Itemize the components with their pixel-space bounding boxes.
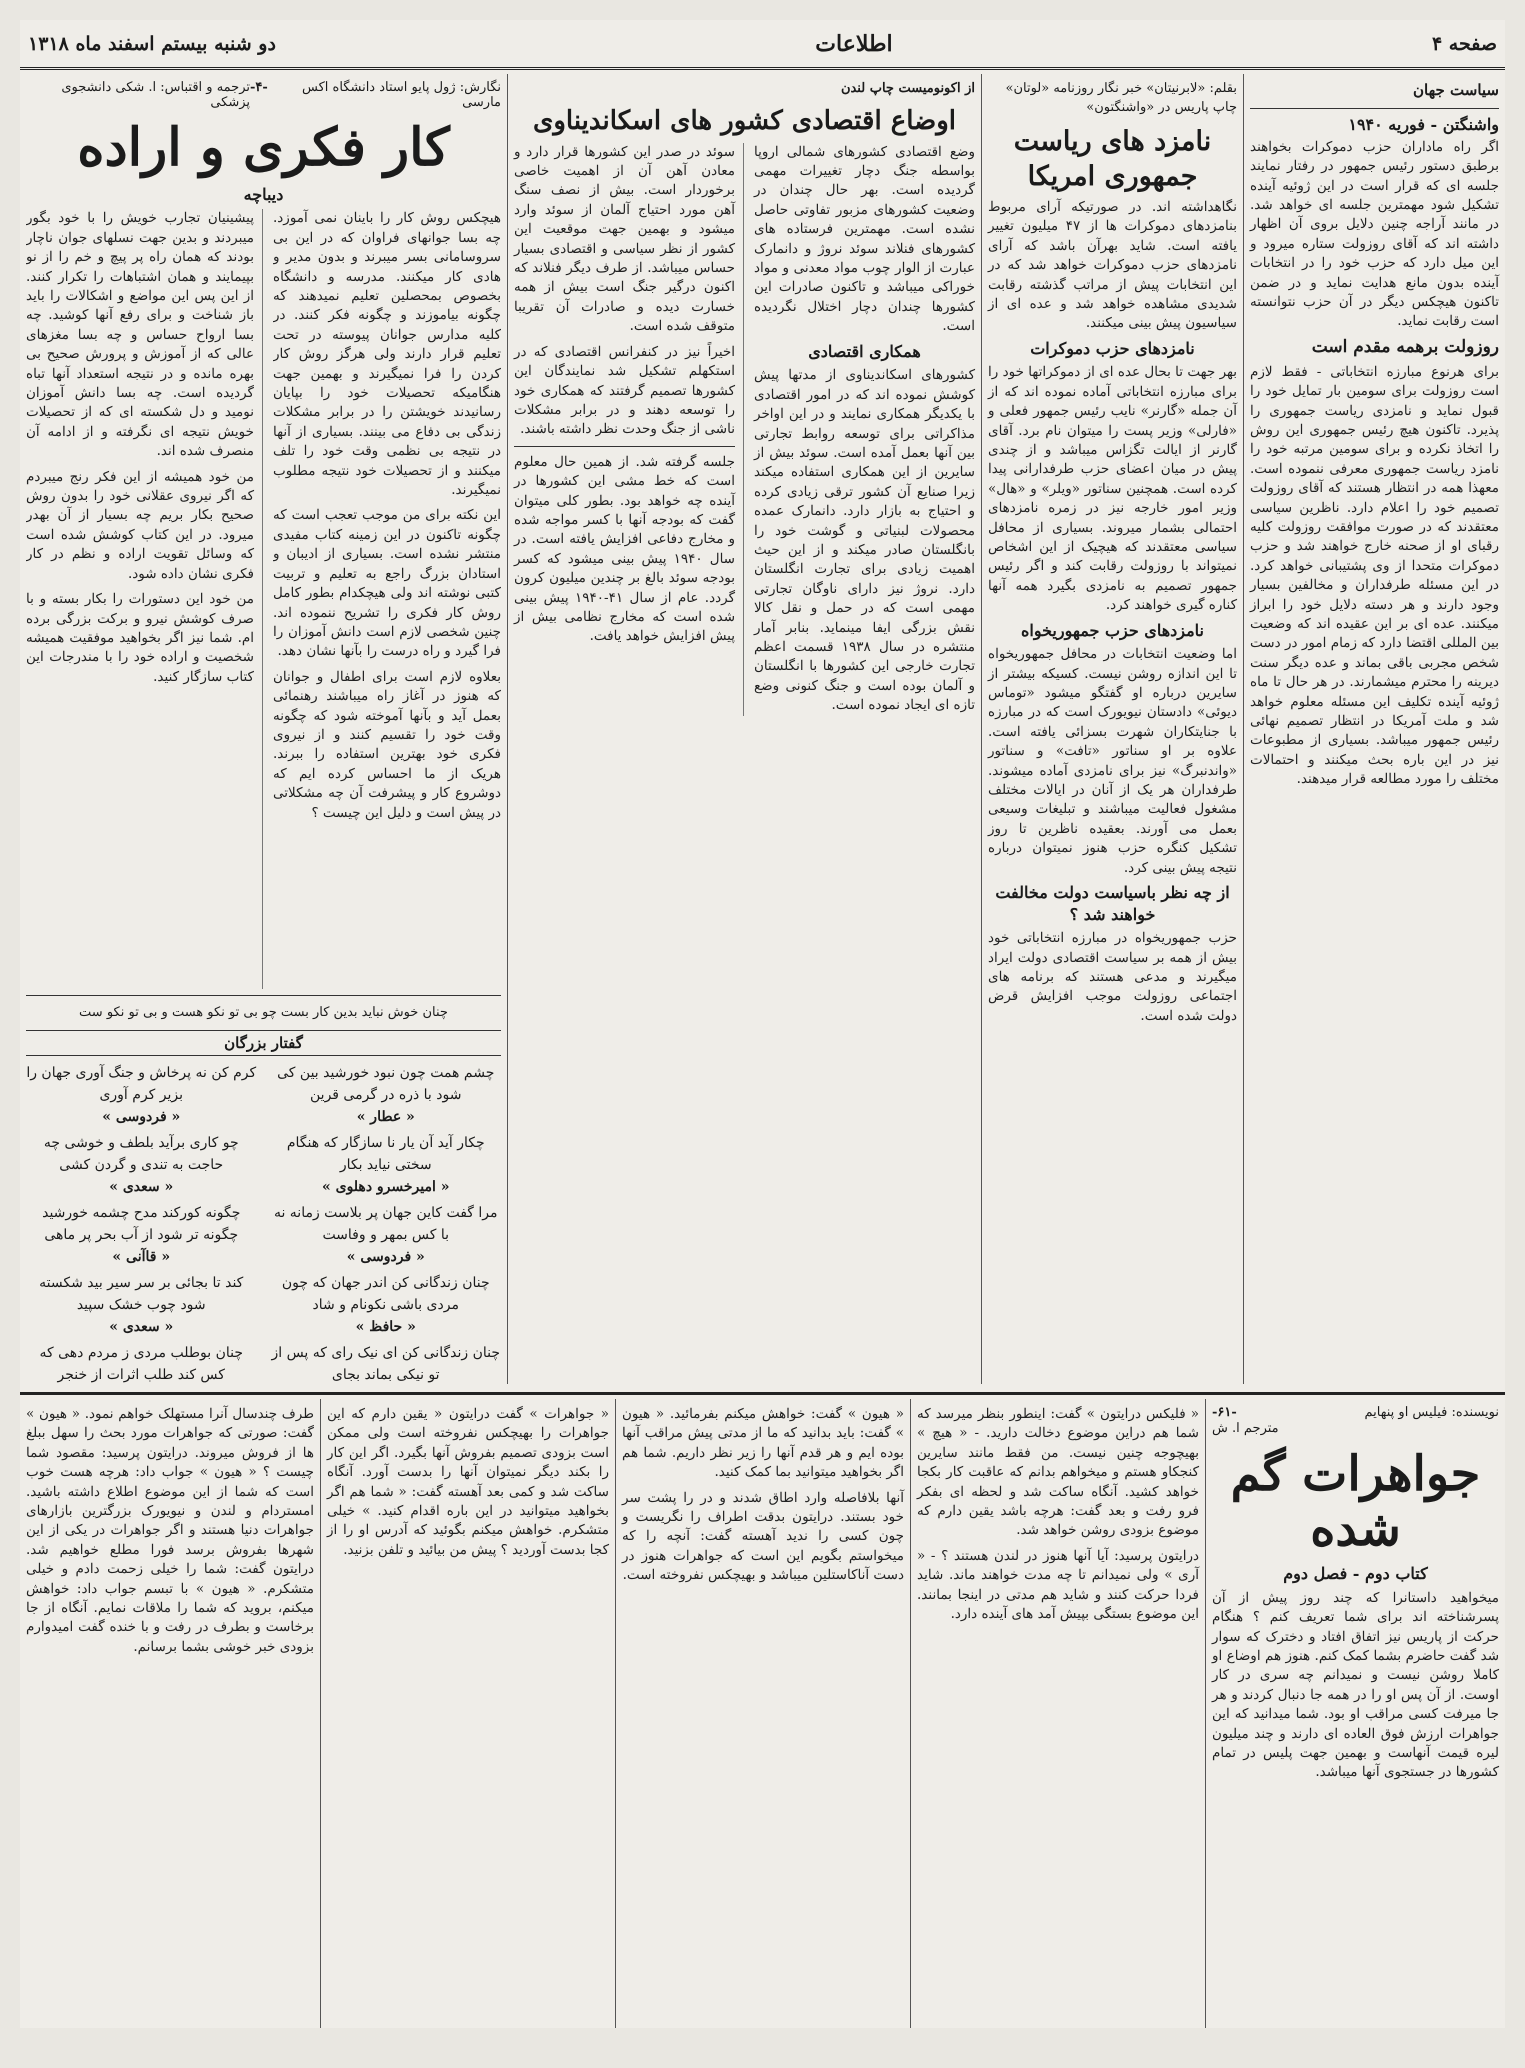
poet-name: « قاآنی »	[112, 1249, 171, 1266]
article-text: این نکته برای من موجب تعجب است که چگونه تاکنون در این زمینه کتاب مفیدی منتشر نشده است. بسیاری از ادیبان و استادان بزرگ راجع به تعلیم و تربیت کتبی نوشته اند ولی هیچکدام بطور کامل روش کار فکری را تشریح ننموده اند. چنین شخصی لازم است دانش آموزان را فرا گیرد و راه درست را بآنها نشان دهد.	[273, 507, 501, 660]
serial-column-4	[320, 1399, 615, 2028]
serial-column-2	[910, 1399, 1205, 2028]
page-number: صفحه ۴	[1431, 32, 1497, 55]
newspaper-name: اطلاعات	[815, 30, 893, 57]
poem-verse: کند تا بجائی بر سر سیر بید شکسته شود چوب خشک سپید	[39, 1275, 244, 1314]
article-text: نگاهداشته اند. در صورتیکه آرای مربوط بنامزدهای دموکرات ها از ۴۷ میلیون تغییر یافته است. شاید بهرآن باشد که آرای نامزدهای حزب دموکرات خواهد شد که در این انتخابات پیش از مراتب گذشته رقابت شدیدی مشاهده خواهد شد و عده ای از سیاسیون پیش بینی میکنند.	[988, 198, 1237, 332]
headline: نامزد های ریاست جمهوری امریکا	[1013, 125, 1212, 192]
article-text: اخیراً نیز در کنفرانس اقتصادی که در استکهلم تشکیل شد نمایندگان این کشورها تصمیم گرفتند که همکاری خود را توسعه دهند و در برابر مشکلات ناشی از جنگ وحدت نظر داشته باشند.	[514, 343, 735, 438]
poem-verse: چنان زندگانی کن ای نیک رای که پس از تو نیکی بماند بجای	[271, 1345, 501, 1384]
story-text: آنها بلافاصله وارد اطاق شدند و در را پشت سر خود بستند. درایتون بدقت اطراف را نگریست و چون کسی را ندید آهسته گفت: آنچه را که میخواستم بگویم این است که جواهرات هنوز در دست آناکاستلین میباشد و بهیچکس نفروخته است.	[622, 1489, 904, 1584]
poet-name: « سعدی »	[109, 1319, 174, 1336]
serial-title-column	[1205, 1399, 1505, 2028]
world-politics-column	[1243, 74, 1505, 1384]
divider	[1250, 108, 1499, 109]
subheading: نامزدهای حزب دموکرات	[1030, 338, 1195, 358]
article-text: برای هرنوع مبارزه انتخاباتی - فقط لازم است روزولت برای سومین بار تمایل خود را قبول نماید و نامزدی ریاست جمهوری را پذیرد. تاکنون هیچ رئیس جمهوری این روش را اتخاذ نکرده و برای سومین مرتبه خود را نامزد ریاست جمهوری معرفی ننموده است. معهذا همه در انتظار هستند که آقای روزولت تصمیم خود را اعلام دارد. ناظرین سیاسی معتقدند که در صورت موافقت روزولت کلیه رقبای او از صحنه خارج خواهند شد و حزب دموکرات متحدا از وی پشتیبانی خواهد کرد. در این مسئله طرفداران و مخالفین بسیار وجود دارند و هر دسته دلایل خود را ابراز میکنند. عده ای بر این عقیده اند که وضعیت بین المللی اقتضا دارد که زمام امور در دست شخص مجربی باقی بماند و عده دیگر سنت دیرینه را محترم میشمارند. در هر حال تا ماه ژوئیه آینده تکلیف این مسئله معلوم خواهد شد و ملت آمریکا در انتظار تصمیم نهائی رئیس جمهور میباشد. بسیاری از مطبوعات نیز در این باره بحث میکنند و احتمالات مختلف را مورد مطالعه قرار میدهند.	[1250, 363, 1499, 788]
article-text: من خود این دستورات را بکار بسته و با صرف کوشش نیرو و برکت بزرگی برده ام. شما نیز اگر بخواهید موفقیت همیشه شخصیت و اراده خود را با مندرجات این کتاب سازگار کنید.	[26, 591, 254, 685]
poem-verse: کرم کن نه پرخاش و جنگ آوری جهان را بزیر کرم آوری	[26, 1065, 257, 1104]
economy-subcolumn-left	[514, 143, 744, 716]
essay-subcolumn-left	[26, 209, 263, 989]
poet-name: « عطار »	[356, 1109, 415, 1126]
article-text: کشورهای اسکاندیناوی از مدتها پیش کوشش نموده اند که در امور اقتصادی با یکدیگر همکاری نمایند و در این اواخر مذاکراتی برای توسعه روابط تجارتی بین آنها بعمل آمده است. سوئد بیش از سایرین از این همکاری استفاده میکند زیرا صنایع آن کشور ترقی زیادی کرده و احتیاج به بازار دارد. دانمارک عمده محصولات لبنیاتی و گوشت خود را بانگلستان صادر میکند و از این حیث اهمیت زیادی برای تجارت انگلستان دارد. نروژ نیز دارای ناوگان تجارتی مهمی است که در حمل و نقل کالا نقش بزرگی ایفا مینماید. بنابر آمار منتشره در سال ۱۹۳۸ قسمت اعظم تجارت خارجی این کشورها با انگلستان و آلمان بوده است و جنگ کنونی وضع تازه ای ایجاد نموده است.	[754, 367, 975, 714]
essay-title: کار فکری و اراده	[77, 117, 450, 178]
article-text: جلسه گرفته شد. از همین حال معلوم است که خط مشی این کشورها در آینده چه خواهد بود. بطور کلی میتوان گفت که بودجه آنها با کسر مواجه شده و مخارج دفاعی افزایش یافته است. در سال ۱۹۴۰ پیش بینی میشود که کسر بودجه سوئد بالغ بر چندین میلیون کرون گردد. عام از سال ۴۱-۱۹۴۰ پیش بینی شده است که مخارج نظامی بیش از پیش افزایش خواهد یافت.	[514, 453, 735, 645]
poet-name: « سعدی »	[109, 1179, 174, 1196]
article-text: اگر راه ماداران حزب دموکرات بخواهند برطبق دستور رئیس جمهور در رفتار نمایند جلسه ای که قرار است در این ژوئیه آینده تشکیل شود مهمترین جلسه ای خواهد شد. در مانند آراجه چنین دلایل بروی آن اظهار داشته اند که آقای روزولت ستاره میرود و این میل دارد که حزب خود را در انتخابات آینده بدون مانع هدایت نماید و در ضمن تاکنون هیچکس دیگر در آن حزب نتوانسته است رقابت نماید.	[1250, 138, 1499, 330]
poem-list	[26, 1062, 501, 1384]
article-text: سوئد در صدر این کشورها قرار دارد و معادن آهن آن از اهمیت خاصی برخوردار است. بیش از نصف سنگ آهن مورد احتیاج آلمان از سوئد وارد میشود و بهمین جهت موقعیت این کشور از نظر سیاسی و اقتصادی بسیار حساس میباشد. از طرف دیگر فنلاند که اکنون درگیر جنگ است بیش از همه خسارت دیده و صادرات آن تقریبا متوقف شده است.	[514, 143, 735, 335]
poet-name: « فردوسی »	[346, 1249, 425, 1266]
poet-name: « فردوسی »	[102, 1109, 181, 1126]
poems-heading: گفتار بزرگان	[26, 1030, 501, 1056]
serial-column-5	[20, 1399, 320, 2028]
article-text: بعلاوه لازم است برای اطفال و جوانان که هنوز در آغاز راه میباشند رهنمائی بعمل آید و بآنها آموخته شود که چگونه وقت خود را تقسیم کنند و از نیروی فکری خود بهترین استفاده را ببرند. هریک از ما احساس کرده ایم که دوشروع کار و پیشرفت آن چه مشکلاتی در پیش است و دلیل این چیست ؟	[273, 668, 501, 821]
story-text: طرف چندسال آنرا مستهلک خواهم نمود. « هیون » گفت: صورتی که جواهرات مورد بحث را سهل ببلغ ها از فروش میروند. درایتون پرسید: مقصود شما چیست ؟ « هیون » جواب داد: هرچه هست خوب است که شما از این موضوع اطلاع داشته باشید. امستردام و لندن و نیویورک بزرگترین بازارهای جواهرات دنیا هستند و اگر جواهرات در یکی از این شهرها بفروش برسد فورا مطلع خواهیم شد. درایتون گفت: شما را خیلی زحمت دادم و خیلی متشکرم. « هیون » با تبسم جواب داد: خواهش میکنم، بروید که شما را ملاقات نمایم. آنگاه از جا برخاست و بطرف در رفت و با خنده گفت امیدوارم بزودی خبر خوشی بشما برسانم.	[26, 1406, 314, 1655]
byline: بقلم: «لابرنیتان» خبر نگار روزنامه «لوتان» چاپ پاریس در «واشنگتون»	[1005, 81, 1237, 115]
issue-date: دو شنبه بیستم اسفند ماه ۱۳۱۸	[28, 32, 276, 55]
divider	[514, 446, 735, 447]
poem-verse: چگونه کورکند مدح چشمه خورشید چگونه تر شود از آب بحر پر ماهی	[42, 1205, 241, 1244]
essay-byline: نگارش: ژول پایو استاد دانشگاه اکس مارسی	[302, 80, 501, 110]
poem-item	[26, 1342, 257, 1384]
subheading: همکاری اقتصادی	[808, 341, 921, 361]
poem-item	[271, 1132, 502, 1198]
poem-item	[271, 1272, 502, 1338]
essay-body	[26, 209, 501, 989]
economy-subcolumn-right	[754, 143, 975, 716]
poem-verse: چو کاری برآید بلطف و خوشی چه حاجت به تندی و گردن کشی	[43, 1135, 239, 1174]
article-text: اما وضعیت انتخابات در محافل جمهوریخواه تا این اندازه روشن نیست. کسیکه بیشتر از سایرین درباره او گفتگو میشود «توماس دیوئی» دادستان نیویورک است که در مبارزه با جنایتکاران شهرت بسزائی یافته است. علاوه بر او سناتور «تافت» و سناتور «واندنبرگ» نیز برای نامزدی آماده میشوند. طرفداران هر یک از آنان در ایالات مختلف مشغول فعالیت میباشند و تبلیغات وسیعی بعمل می آورند. بعقیده ناظرین تا روز تشکیل کنگره حزب هنوز نمیتوان درباره نتیجه پیش بینی کرد.	[988, 646, 1237, 876]
economy-body	[514, 143, 975, 716]
headline: اوضاع اقتصادی کشور های اسکاندیناوی	[532, 105, 957, 136]
subheading: نامزدهای حزب جمهوریخواه	[1021, 620, 1204, 640]
poem-verse: چکار آید آن یار نا سازگار که هنگام سختی نیاید بکار	[286, 1135, 485, 1174]
poem-item	[26, 1062, 257, 1128]
divider	[26, 995, 501, 996]
essay-translator: ترجمه و اقتباس: ا. شکی دانشجوی پزشکی	[61, 80, 251, 110]
article-text: حزب جمهوریخواه در مبارزه انتخاباتی خود بیش از همه بر سیاست اقتصادی دولت ایراد میگیرند و مدعی هستند که برنامه های اجتماعی روزولت موجب افزایش قرض دولت شده است.	[988, 930, 1237, 1024]
story-text: « جواهرات » گفت درایتون « یقین دارم که این جواهرات را بهیچکس نفروخته است ولی ممکن است بزودی تصمیم بفروش آنها بگیرد. اگر این کار را بکند دیگر نمیتوان آنها را بدست آورد. آنگاه ساکت شد و کمی بعد آهسته گفت: « شما هم اگر بخواهید میتوانید در این باره اقدام کنید. » خیلی متشکرم. خواهش میکنم بگوئید که آدرس او را از کجا بدست آوردید ؟ پیش من بیائید و تلفن بزنید.	[327, 1406, 609, 1558]
poet-name: « حافظ »	[355, 1319, 416, 1336]
serial-header-row	[1212, 1405, 1499, 1420]
serial-number: -۶۱-	[1212, 1405, 1237, 1420]
article-text: بهر جهت تا بحال عده ای از دموکراتها خود را برای مبارزه انتخاباتی آماده نموده اند که از آن جمله «گارنر» نایب رئیس جمهور فعلی و «فارلی» وزیر پست را میتوان نام برد. آقای گارنر از ایالت تگزاس میباشد و از چندی پیش در میان اعضای حزب طرفدارانی پیدا کرده است. همچنین سناتور «ویلر» و «هال» وزیر امور خارجه نیز در زمره نامزدهای احتمالی بشمار میروند. بسیاری از محافل سیاسی معتقدند که هیچیک از این اشخاص نمیتواند با روزولت رقابت کند و اگر رئیس جمهور تصمیم به نامزدی بگیرد همه آنها کناره گیری خواهند کرد.	[988, 364, 1237, 614]
newspaper-page	[20, 20, 1505, 2028]
essay-number: -۴-	[250, 80, 268, 95]
poem-item	[271, 1202, 502, 1268]
story-text: درایتون پرسید: آیا آنها هنوز در لندن هستند ؟ - « آری » ولی نمیدانم تا چه مدت خواهند ماند. شاید فردا حرکت کنند و شاید هم مدتی در اینجا بمانند. این موضوع بستگی بپیش آمد های آینده دارد.	[917, 1547, 1199, 1623]
essay-section: دیباچه	[243, 184, 284, 204]
poem-verse: چنان بوطلب مردی ز مردم دهی که کس کند طلب اثرات از خنجر	[39, 1345, 244, 1384]
poem-item	[271, 1342, 502, 1384]
section-label: سیاست جهان	[1413, 81, 1499, 99]
serial-title: جواهرات گم شده	[1230, 1445, 1481, 1558]
source-kicker: از اکونومیست چاپ لندن	[840, 81, 975, 96]
poem-verse: مرا گفت کاین جهان پر بلاست زمانه نه با کس بمهر و وفاست	[273, 1205, 498, 1244]
essay-header-row	[26, 80, 501, 110]
poem-intro: چنان خوش نباید بدین کار بست چو بی تو نکو هست و بی تو نکو ست	[79, 1005, 448, 1021]
dateline: واشنگتن - فوریه ۱۹۴۰	[1348, 114, 1499, 134]
story-text: « فلیکس درایتون » گفت: اینطور بنظر میرسد که شما هم دراین موضوع دخالت دارید. - « هیچ » بهیچوجه چنین نیست. من فقط مانند سایرین کنجکاو هستم و میخواهم بدانم که عاقبت کار بکجا خواهد کشید. آنگاه ساکت شد و لحظه ای بفکر فرو رفت و بعد گفت: هرچه باشد یقین دارم که موضوع بزودی روشن خواهد شد.	[917, 1406, 1199, 1539]
subheading: از چه نظر باسیاست دولت مخالفت خواهند شد ؟	[995, 883, 1230, 924]
essay-subcolumn-right	[273, 209, 501, 989]
serial-column-3	[615, 1399, 910, 2028]
poem-verse: چشم همت چون نبود خورشید بین کی شود با ذره در گرمی قرین	[277, 1065, 495, 1104]
subheading: روزولت برهمه مقدم است	[1311, 336, 1499, 357]
poem-item	[271, 1062, 502, 1128]
candidates-column	[981, 74, 1243, 1384]
poem-item	[26, 1272, 257, 1338]
article-text: هیچکس روش کار را باینان نمی آموزد. چه بسا جوانهای فراوان که در این بی سروسامانی بسر میبرند و بدون مدیر و هادی کار میکنند. مدرسه و دانشگاه بخصوص بمحصلین تعلیم نمیدهند که چگونه بیاموزند و چگونه فکر کنند. در کلیه مدارس جوانان پیوسته در تحت تعلیم قرار دارند ولی هرگز روش کار کردن را فرا نمیگیرند و بهمین جهت هنگامیکه تحصیلات خود را بپایان رسانیدند خویشتن را در برابر مشکلات زندگی بی دفاع می بینند. بسیاری از آنها در نتیجه بی نظمی وقت خود را تلف میکنند و از تحصیلات خود نتیجه مطلوب نمیگیرند.	[273, 210, 501, 499]
article-text: من خود همیشه از این فکر رنج میبردم که اگر نیروی عقلانی خود را بدون روش صحیح بکار بریم چه بسیار از آن بهدر میرود. در این کتاب کوشش شده است که وسائل تقویت اراده و نظم در کار فکری نشان داده شود.	[26, 468, 254, 582]
story-text: میخواهید داستانرا که چند روز پیش از آن پسرشناخته اند برای شما تعریف کنم ؟ هنگام حرکت از پاریس نیز اتفاق افتاد و دخترک که سوار شد گفت حاضرم بشما کمک کنم. هنوز هم اوضاع او کاملا روشن نیست و نمیدانم چه سری در کار اوست. از آن پس او را در همه جا دنبال کردند و هر جا میرفت کسی مراقب او بود. شما میدانید که این جواهرات ارزش فوق العاده ای دارند و چند میلیون لیره قیمت آنهاست و بهمین جهت پلیس در تمام کشورها در جستجوی آنها میباشد.	[1212, 1589, 1499, 1781]
poem-verse: چنان زندگانی کن اندر جهان که چون مردی باشی نکونام و شاد	[281, 1275, 490, 1314]
poem-item	[26, 1202, 257, 1268]
serial-translator: مترجم ا. ش	[1212, 1421, 1279, 1436]
serial-author: نویسنده: فیلیس او پنهایم	[1364, 1405, 1499, 1420]
upper-section	[20, 74, 1505, 1384]
essay-column	[20, 74, 507, 1384]
poet-name: « امیرخسرو دهلوی »	[321, 1179, 450, 1196]
article-text: پیشینیان تجارب خویش را با خود بگور میبردند و بدین جهت نسلهای جوان ناچار بودند که همان راه پر پیچ و خم را از نو بپیمایند و همان اشتباهات را تکرار کنند. از این پس این مواضع و اشکالات را باید باز شناخت و برای رفع آنها کوشید. چه بسا ارواح حساس و چه بسا مغزهای عالی که از آموزش و پرورش صحیح بی بهره مانده و در نتیجه استعداد آنها تباه گردیده است. چه بسا دانش آموزان نومید و دل شکسته ای که از تحصیلات خویش نتیجه ای نگرفته و از ادامه آن منصرف شده اند.	[26, 210, 254, 460]
masthead	[20, 20, 1505, 70]
poem-item	[26, 1132, 257, 1198]
serial-part: کتاب دوم - فصل دوم	[1283, 1564, 1428, 1584]
economy-column	[507, 74, 981, 1384]
serial-story-section	[20, 1392, 1505, 2028]
story-text: « هیون » گفت: خواهش میکنم بفرمائید. « هیون » گفت: باید بدانید که ما از مدتی پیش مراقب آنها بوده ایم و هر قدم آنها را زیر نظر داریم. شما هم اگر بخواهید میتوانید بما کمک کنید.	[622, 1406, 904, 1481]
article-text: وضع اقتصادی کشورهای شمالی اروپا بواسطه جنگ دچار تغییرات مهمی گردیده است. بهر حال چندان در وضعیت کشورهای مزبور تفاوتی حاصل نشده است. مهمترین فرستاده های کشورهای فنلاند سوئد نروژ و دانمارک عبارت از الوار چوب مواد معدنی و مواد خوراکی میباشد و تاکنون صادرات این کشورها چندان دچار اختلال نگردیده است.	[754, 143, 975, 335]
